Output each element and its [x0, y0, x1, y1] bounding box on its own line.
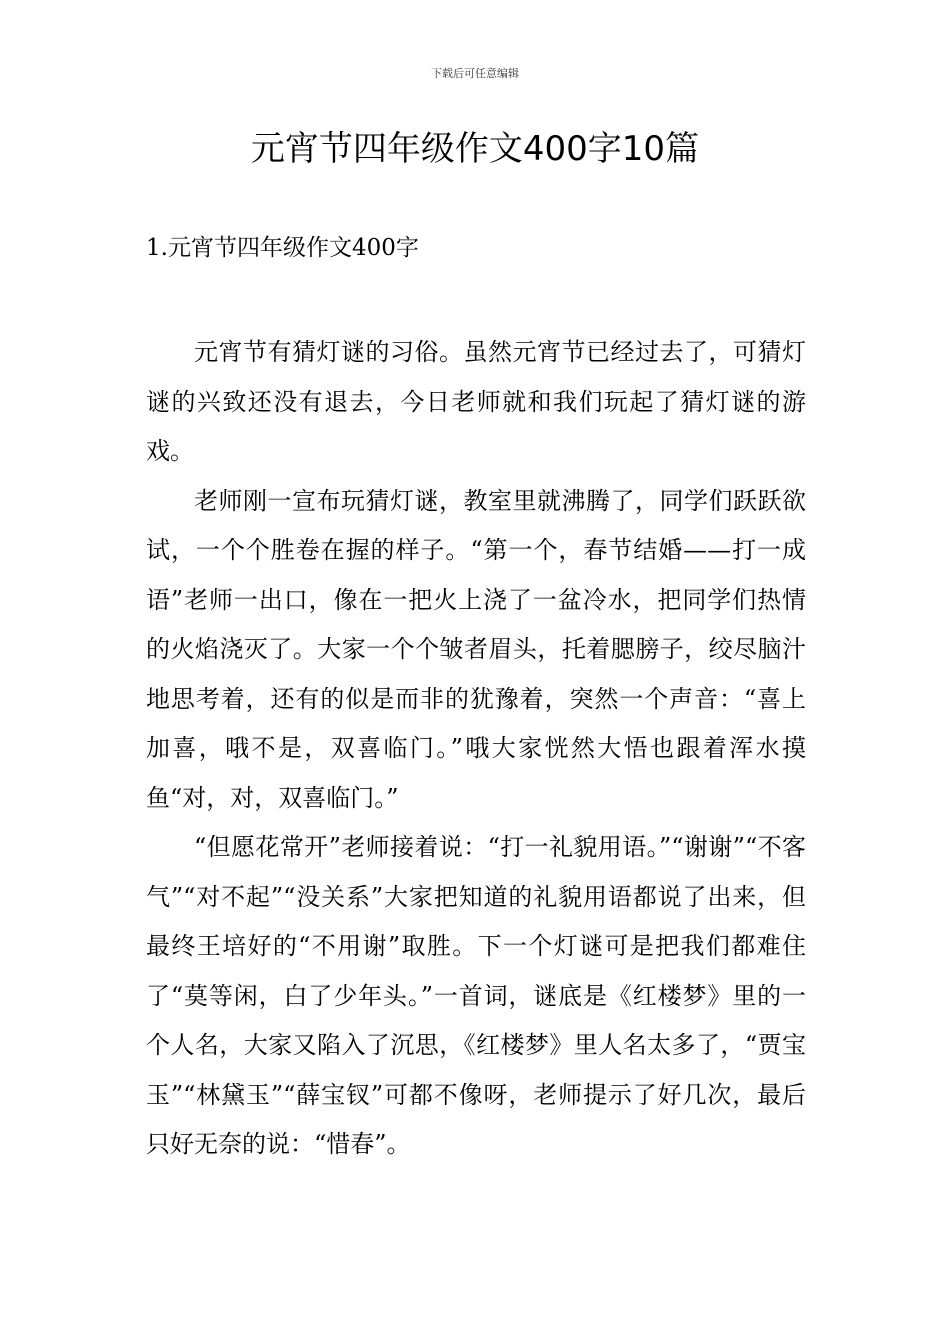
header-note: 下载后可任意编辑 [431, 67, 519, 80]
paragraph: 老师刚一宣布玩猜灯谜，教室里就沸腾了，同学们跃跃欲试，一个个胜卷在握的样子。“第一个，春节结婚——打一成语”老师一出口，像在一把火上浇了一盆冷水，把同学们热情的火焰浇灭了。大家一个个皱者眉头，托着腮膀子，绞尽脑汁地思考着，还有的似是而非的犹豫着，突然一个声音：“喜上加喜，哦不是，双喜临门。”哦大家恍然大悟也跟着浑水摸鱼“对，对，双喜临门。” [146, 486, 806, 812]
paragraph: 元宵节有猜灯谜的习俗。虽然元宵节已经过去了，可猜灯谜的兴致还没有退去，今日老师就和我们玩起了猜灯谜的游戏。 [146, 338, 806, 465]
paragraph: “但愿花常开”老师接着说：“打一礼貌用语。”“谢谢”“不客气”“对不起”“没关系”大家把知道的礼貌用语都说了出来，但最终王培好的“不用谢”取胜。下一个灯谜可是把我们都难住了“莫等闲，白了少年头。”一首词，谜底是《红楼梦》里的一个人名，大家又陷入了沉思，《红楼梦》里人名太多了，“贾宝玉”“林黛玉”“薛宝钗”可都不像呀，老师提示了好几次，最后只好无奈的说：“惜春”。 [146, 833, 806, 1158]
document-title: 元宵节四年级作文400字10篇 [250, 129, 700, 169]
article-body [146, 328, 806, 1170]
section-heading: 1.元宵节四年级作文400字 [146, 235, 419, 261]
